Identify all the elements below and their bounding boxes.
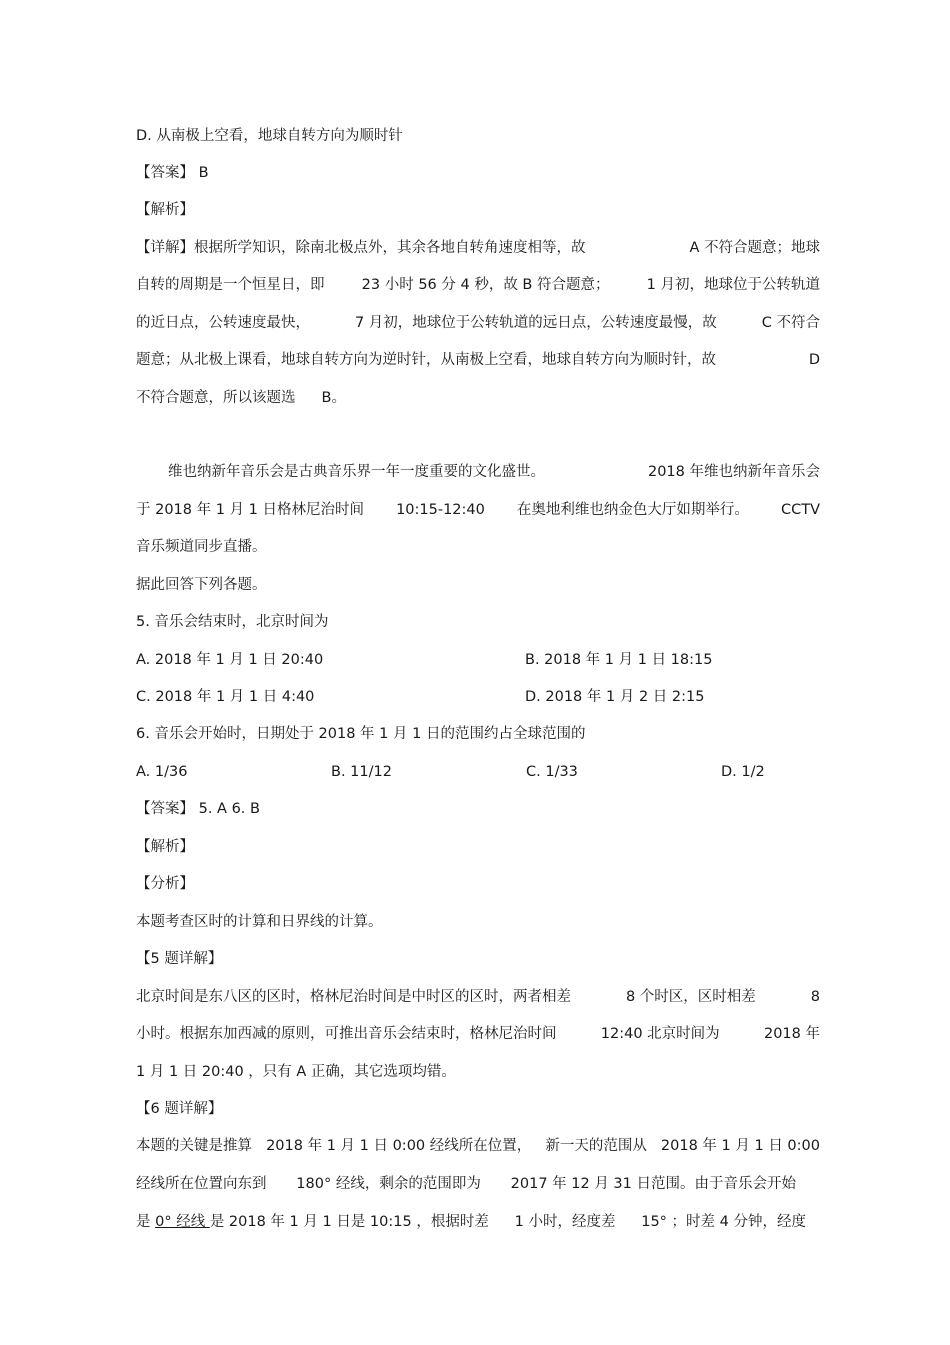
material-line-1: 维也纳新年音乐会是古典音乐界一年一度重要的文化盛世。 2018 年维也纳新年音乐会	[168, 464, 820, 480]
q4-detail-line-4: 题意；从北极上课看，地球自转方向为逆时针，从南极上空看，地球自转方向为顺时针，故 D	[136, 352, 820, 368]
q5-option-a: A. 2018 年 1 月 1 日 20:40	[136, 652, 324, 668]
q4-detail-line-5: 不符合题意，所以该题选 B。	[136, 390, 346, 406]
answers-analysis-heading: 【解析】	[136, 839, 194, 855]
q5-detail-line-3: 1 月 1 日 20:40 ，只有 A 正确，其它选项均错。	[136, 1064, 456, 1080]
q6-detail-line-1: 本题的关键是推算 2018 年 1 月 1 日 0:00 经线所在位置， 新一天的范围从 2018 年 1 月 1 日 0:00	[136, 1138, 820, 1154]
q6-stem: 6. 音乐会开始时，日期处于 2018 年 1 月 1 日的范围约占全球范围的	[136, 726, 586, 742]
q4-detail-line-1: 【详解】根据所学知识，除南北极点外，其余各地自转角速度相等，故 A 不符合题意；地球	[136, 240, 820, 256]
q6-detail-heading: 【6 题详解】	[136, 1101, 223, 1117]
q5-detail-line-1: 北京时间是东八区的区时，格林尼治时间是中时区的区时，两者相差 8 个时区，区时相差 8	[136, 989, 820, 1005]
q6-option-c: C. 1/33	[526, 764, 578, 780]
q5-detail-heading: 【5 题详解】	[136, 951, 223, 967]
q5-options-row-2	[136, 685, 820, 709]
q5-detail-line-2: 小时。根据东加西减的原则，可推出音乐会结束时，格林尼治时间 12:40 北京时间为 2018 年	[136, 1026, 820, 1042]
material-line-3: 音乐频道同步直播。	[136, 539, 267, 555]
q6-options-row	[136, 760, 820, 784]
answers-summary: 本题考查区时的计算和日界线的计算。	[136, 914, 383, 930]
answers-answer: 【答案】 5. A 6. B	[136, 801, 260, 817]
q4-answer: 【答案】 B	[136, 165, 209, 181]
q6-option-b: B. 11/12	[331, 764, 392, 780]
q4-analysis-heading: 【解析】	[136, 202, 194, 218]
material-line-2: 于 2018 年 1 月 1 日格林尼治时间 10:15-12:40 在奥地利维也纳金色大厅如期举行。 CCTV	[136, 502, 820, 518]
underlined-term: 0° 经线	[155, 1214, 210, 1230]
q4-detail-line-3: 的近日点，公转速度最快， 7 月初，地球位于公转轨道的远日点，公转速度最慢，故 C 不符合	[136, 315, 820, 331]
q5-stem: 5. 音乐会结束时，北京时间为	[136, 614, 329, 630]
q5-option-c: C. 2018 年 1 月 1 日 4:40	[136, 689, 315, 705]
q4-detail-line-2: 自转的周期是一个恒星日，即 23 小时 56 分 4 秒，故 B 符合题意； 1 月初，地球位于公转轨道	[136, 277, 820, 293]
q4-option-d: D. 从南极上空看，地球自转方向为顺时针	[136, 128, 403, 144]
q6-detail-line-3: 是 0° 经线 是 2018 年 1 月 1 日是 10:15 ，根据时差 1 小时，经度差 15° ；时差 4 分钟，经度	[136, 1214, 806, 1230]
q6-option-d: D. 1/2	[721, 764, 765, 780]
answers-summary-heading: 【分析】	[136, 876, 194, 892]
q5-option-d: D. 2018 年 1 月 2 日 2:15	[525, 689, 705, 705]
material-prompt: 据此回答下列各题。	[136, 577, 267, 593]
q5-option-b: B. 2018 年 1 月 1 日 18:15	[525, 652, 713, 668]
q6-option-a: A. 1/36	[136, 764, 188, 780]
q5-options-row-1	[136, 648, 820, 672]
q6-detail-line-2: 经线所在位置向东到 180° 经线，剩余的范围即为 2017 年 12 月 31 日范围。由于音乐会开始	[136, 1176, 796, 1192]
